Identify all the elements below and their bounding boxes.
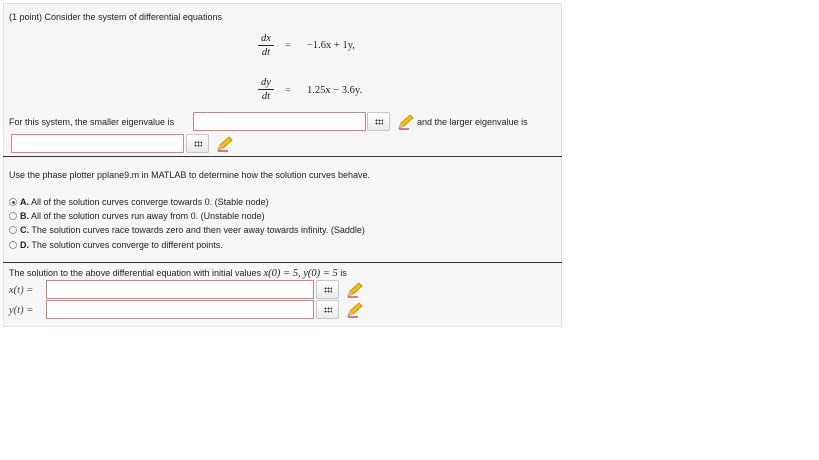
y-of-t-label: y(t) =	[9, 305, 34, 316]
eq1-rhs: −1.6x + 1y,	[307, 40, 355, 51]
smaller-eigenvalue-input[interactable]	[193, 112, 366, 131]
eq1-equals: =	[285, 40, 291, 51]
smaller-eigen-label: For this system, the smaller eigenvalue is	[9, 117, 175, 127]
keypad-icon	[375, 119, 383, 125]
option-a-radio[interactable]	[9, 198, 17, 206]
option-a: A. All of the solution curves converge towards 0. (Stable node)	[20, 197, 269, 207]
pencil-icon[interactable]	[397, 114, 415, 130]
phase-prompt: Use the phase plotter pplane9.m in MATLAB to determine how the solution curves behave.	[9, 170, 371, 180]
smaller-eigen-keypad-button[interactable]	[367, 112, 390, 131]
pencil-icon[interactable]	[346, 302, 364, 318]
eq2-derivative: $\frac{dy}{dt}$	[258, 77, 274, 102]
y-keypad-button[interactable]	[316, 300, 339, 319]
larger-eigen-keypad-button[interactable]	[186, 134, 209, 153]
option-b-radio[interactable]	[9, 212, 17, 220]
eq1-derivative: $\frac{dx}{dt}$	[258, 33, 274, 58]
larger-eigen-label: and the larger eigenvalue is	[417, 117, 528, 127]
option-c: C. The solution curves race towards zero and then veer away towards infinity. (Saddle)	[20, 225, 365, 235]
option-d: D. The solution curves converge to different points.	[20, 240, 223, 250]
x-of-t-label: x(t) =	[9, 285, 34, 296]
option-b: B. All of the solution curves run away from 0. (Unstable node)	[20, 211, 265, 221]
pencil-icon[interactable]	[216, 136, 234, 152]
divider	[3, 156, 562, 157]
pencil-icon[interactable]	[346, 282, 364, 298]
solution-prompt: The solution to the above differential equation with initial values x(0) = 5, y(0) = 5 is	[9, 268, 347, 279]
problem-header: (1 point) Consider the system of differential equations	[9, 12, 222, 22]
keypad-icon	[194, 141, 202, 147]
option-d-radio[interactable]	[9, 241, 17, 249]
option-c-radio[interactable]	[9, 226, 17, 234]
keypad-icon	[324, 307, 332, 313]
larger-eigenvalue-input[interactable]	[11, 134, 184, 153]
x-keypad-button[interactable]	[316, 280, 339, 299]
eq2-equals: =	[285, 85, 291, 96]
divider	[3, 262, 562, 263]
y-of-t-input[interactable]	[46, 300, 314, 319]
keypad-icon	[324, 287, 332, 293]
eq2-rhs: 1.25x − 3.6y.	[307, 85, 363, 96]
x-of-t-input[interactable]	[46, 280, 314, 299]
